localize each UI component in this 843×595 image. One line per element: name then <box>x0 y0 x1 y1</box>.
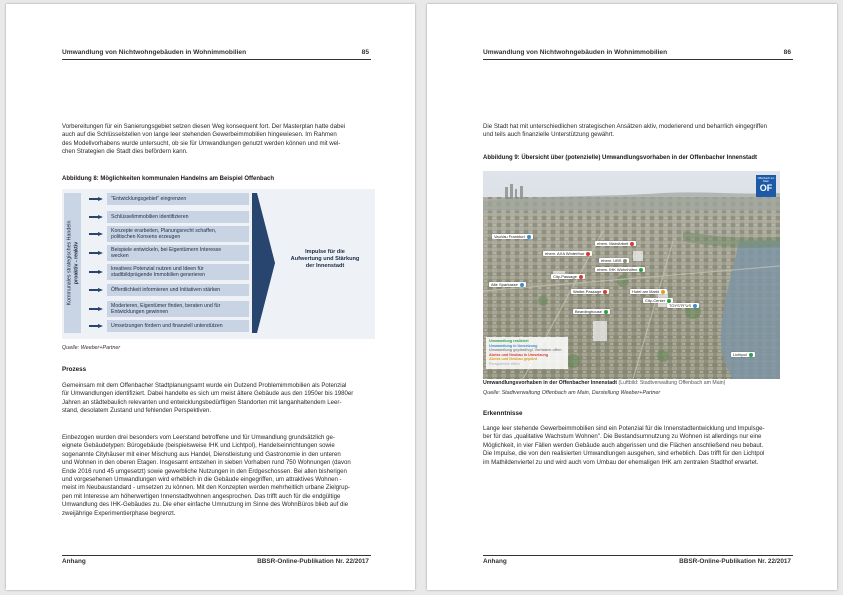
arrow-right-icon <box>89 288 103 293</box>
chevron-arrow-icon <box>252 193 275 333</box>
map-marker-label: Beardinghouse <box>573 309 610 314</box>
status-dot-icon <box>667 299 671 303</box>
page-85 <box>6 4 415 590</box>
running-title: Umwandlung von Nichtwohngebäuden in Wohnimmobilien <box>62 49 247 56</box>
status-dot-icon <box>520 283 524 287</box>
arrow-right-icon <box>89 232 103 237</box>
legend-item: Umwandlung geplant/vgl. Vorhaben offen <box>489 348 562 353</box>
figure-8-source: Quelle: Weeber+Partner <box>62 345 121 351</box>
measure-item <box>89 245 249 261</box>
logo-mark: OF <box>759 183 773 194</box>
outcome-text: Impulse für die Aufwertung und Stärkung der Innenstadt <box>290 249 360 269</box>
running-footer <box>62 555 371 568</box>
map-marker-label: ehem. UBS <box>599 258 629 263</box>
logo-city-name: Offenbach am Main <box>757 177 775 184</box>
figure-8-diagram <box>62 189 375 339</box>
figure-8-caption: Abbildung 8: Möglichkeiten kommunalen Handelns am Beispiel Offenbach <box>62 176 275 182</box>
city-logo <box>756 175 776 197</box>
measure-item <box>89 264 249 280</box>
footer-left: Anhang <box>483 558 507 565</box>
footer-left: Anhang <box>62 558 86 565</box>
page-number: 86 <box>783 49 791 56</box>
measure-item <box>89 284 249 296</box>
intro-paragraph: Vorbereitungen für ein Sanierungsgebiet setzen diesen Weg konsequent fort. Der Masterplan hatte dabei auch auf die Schlüsselstellen von lange leer stehenden Gewerbeimmobilien hingewiesen. Im Rahmen des Modellvorhabens wurde untersucht, ob sie für Umwandlungen genutzt werden können und mit wel- chen Strategien die Stadt dies befördern kann. <box>62 123 346 156</box>
status-dot-icon <box>586 252 590 256</box>
map-marker-label: Alte Sparkasse <box>489 282 526 287</box>
arrow-right-icon <box>89 307 103 312</box>
side-label-emphasis: proaktiv - reaktiv <box>72 241 79 285</box>
strategy-side-bar <box>64 193 81 333</box>
measure-label: kreatives Potenzial nutzen und Ideen für stadtbildprägende Immobilien generieren <box>107 264 249 280</box>
photo-credit: (Luftbild: Stadtverwaltung Offenbach am Main) <box>618 380 726 386</box>
status-dot-icon <box>604 310 608 314</box>
map-marker-label: ehem. AXA Winterthur <box>543 251 592 256</box>
measure-label: Konzepte erarbeiten, Planungsrecht schaffen, politischen Konsens erzeugen <box>107 226 249 242</box>
figure-9-source: Quelle: Stadtverwaltung Offenbach am Main, Darstellung Weeber+Partner <box>483 390 661 396</box>
map-marker-label: ehem. MainArbeit <box>595 241 636 246</box>
status-dot-icon <box>749 353 753 357</box>
measure-label: Moderieren, Eigentümer finden, beraten und für Entwicklungen gewinnen <box>107 301 249 317</box>
measure-item <box>89 211 249 223</box>
legend-item: Umwandlung in Umsetzung <box>489 343 538 348</box>
legend-item: Abriss und Neubau geplant <box>489 357 537 362</box>
map-marker-label: Lichtpol <box>731 352 755 357</box>
status-dot-icon <box>623 259 627 263</box>
status-dot-icon <box>693 304 697 308</box>
status-dot-icon <box>630 242 634 246</box>
running-title: Umwandlung von Nichtwohngebäuden in Wohnimmobilien <box>483 49 668 56</box>
measure-item <box>89 301 249 317</box>
status-dot-icon <box>579 275 583 279</box>
status-dot-icon <box>603 290 607 294</box>
legend-item: Perspektive offen <box>489 361 520 366</box>
map-marker-label: VauVau Frankfurt <box>492 234 533 239</box>
map-marker-label: ehem. IHK Wohnhöfen <box>595 267 645 272</box>
photo-caption-strip <box>483 380 780 387</box>
figure-9-caption: Abbildung 9: Übersicht über (potenzielle) Umwandlungsvorhaben in der Offenbacher Innenstadt <box>483 155 758 161</box>
photo-title: Umwandlungsvorhaben in der Offenbacher Innenstadt <box>483 380 618 386</box>
footer-right: BBSR-Online-Publikation Nr. 22/2017 <box>679 558 791 565</box>
arrow-right-icon <box>89 324 103 329</box>
aerial-photo <box>483 171 780 379</box>
map-marker-label: City-Center <box>643 298 673 303</box>
legend-item: Abriss und Neubau in Umsetzung <box>489 352 549 357</box>
measure-label: Umsetzungen fördern und finanziell unterstützen <box>107 320 249 332</box>
footer-right: BBSR-Online-Publikation Nr. 22/2017 <box>257 558 369 565</box>
measure-item <box>89 193 249 205</box>
measure-label: Öffentlichkeit informieren und Initiativen stärken <box>107 284 249 296</box>
map-marker-label: City-Passage <box>551 274 585 279</box>
intro-paragraph: Die Stadt hat mit unterschiedlichen strategischen Ansätzen aktiv, moderierend und beharrlich eingegriffen und teils auch finanzielle Unterstützung gewährt. <box>483 123 767 139</box>
map-marker-label: Walter-Passage <box>571 289 609 294</box>
status-dot-icon <box>639 268 643 272</box>
measure-label: Schlüsselimmobilien identifizieren <box>107 211 249 223</box>
map-marker-label: Hotel am Markt <box>630 289 667 294</box>
map-marker-label: TOYS"R"US <box>667 303 699 308</box>
running-header <box>483 48 793 60</box>
running-footer <box>483 555 793 568</box>
arrow-right-icon <box>89 270 103 275</box>
arrow-right-icon <box>89 215 103 220</box>
side-label: Kommunales strategisches Handeln <box>66 220 72 306</box>
running-header <box>62 48 371 60</box>
measure-item <box>89 226 249 242</box>
legend-item: Umwandlung realisiert <box>489 339 529 343</box>
page-86 <box>427 4 837 590</box>
process-paragraph: Gemeinsam mit dem Offenbacher Stadtplanungsamt wurde ein Dutzend Problemimmobilien als Potenzial für Umwandlungen identifiziert. Dabei handelte es sich um meist ältere Gebäude aus den 1950er bis 1980er Jahren an städtebaulich relevanten und entwicklungsbedürftigen Standorten mit langanhaltendem Leer- stand, desolatem Zustand und fehlenden Perspektiven. <box>62 382 354 415</box>
section-heading-process: Prozess <box>62 366 87 373</box>
arrow-right-icon <box>89 251 103 256</box>
findings-paragraph: Lange leer stehende Gewerbeimmobilien sind ein Potenzial für die Innenstadtentwicklung und Impulsge- ber für das „qualitative Wachstum Wohnen". Die Bestandsumnutzung zu Wohnen ist allerdings nur eine Möglichkeit, in vier Fällen werden Gebäude auch abgerissen und die Flächen anschließend neu bebaut. Die Impulse, die von den realisierten Umwandlungen ausgehen, sind erheblich. Das trifft für den Lichtpol im Mathildenviertel zu und wird auch vom Umbau der ehemaligen IHK am zentralen Stadthof erwartet. <box>483 425 765 466</box>
measure-label: Beispiele entwickeln, bei Eigentümern Interesse wecken <box>107 245 249 261</box>
detail-paragraph: Einbezogen wurden drei besonders vom Leerstand betroffene und für Umwandlung grundsätzlich ge- eignete Gebäudetypen: Bürogebäude (beispielsweise IHK und Lichtpol), Handelseinrichtungen sowie sogenannte Cityhäuser mit einer Mischung aus Handel, Dienstleistung und Gastronomie in den unteren und Wohnen in den oberen Etagen. Insgesamt entstehen in sieben Vorhaben rund 750 Wohnungen (davon Ende 2016 rund 45 umgesetzt) sowie gewerbliche Nutzungen in den Erdgeschossen. Bei allen bisherigen und vorgesehenen Umwandlungen wird erheblich in die Gebäude eingegriffen, um attraktives Wohnen - meist im Neubaustandard - umsetzen zu können. Mit den Konzepten werden mehrheitlich urbane Zielgrup- pen mit Interesse am höherwertigen Innenstadtwohnen angesprochen. Das trifft auch für die endgültige Umwandlung des IHK-Gebäudes zu. Die eher einfache Umnutzung im Sinne des WohnBüros blieb auf die zweijährige Experimentierphase begrenzt. <box>62 434 351 517</box>
measure-label: "Entwicklungsgebiet" eingrenzen <box>107 193 249 205</box>
page-number: 85 <box>361 49 369 56</box>
measure-item <box>89 320 249 332</box>
section-heading-findings: Erkenntnisse <box>483 410 523 417</box>
arrow-right-icon <box>89 197 103 202</box>
status-dot-icon <box>527 235 531 239</box>
status-dot-icon <box>661 290 665 294</box>
map-legend <box>486 337 568 369</box>
